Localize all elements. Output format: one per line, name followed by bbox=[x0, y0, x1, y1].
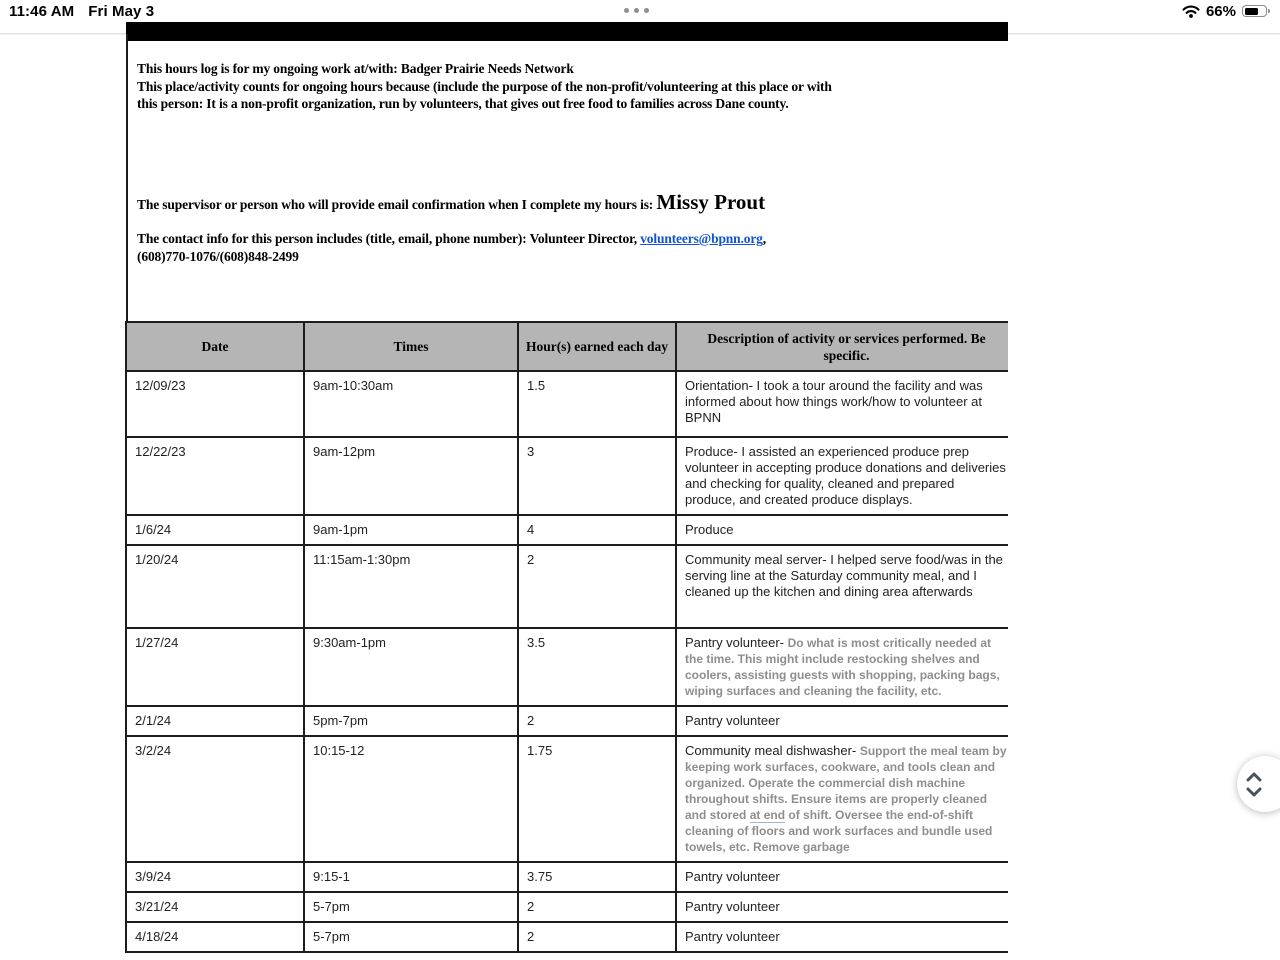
contact-label: The contact info for this person includes (title, email, phone number): Volunteer Director, bbox=[137, 231, 641, 246]
cell-date: 12/09/23 bbox=[126, 371, 304, 437]
cell-date: 3/9/24 bbox=[126, 862, 304, 892]
intro-line: This hours log is for my ongoing work at/with: Badger Prairie Needs Network bbox=[137, 61, 574, 76]
cell-date: 3/2/24 bbox=[126, 736, 304, 862]
table-row bbox=[126, 515, 1008, 545]
cell-times: 5-7pm bbox=[304, 922, 518, 952]
cell-date: 1/6/24 bbox=[126, 515, 304, 545]
hours-log-table bbox=[125, 321, 1008, 953]
dot-icon bbox=[634, 8, 639, 13]
contact-paragraph bbox=[137, 230, 1005, 265]
cell-description: Produce- I assisted an experienced produce prep volunteer in accepting produce donations and deliveries and checking for quality, cleaned and prepared produce, and created produce displays. bbox=[676, 437, 1008, 515]
cell-description: Community meal server- I helped serve food/was in the serving line at the Saturday community meal, and I cleaned up the kitchen and dining area afterwards bbox=[676, 545, 1008, 628]
contact-comma: , bbox=[762, 231, 767, 246]
header-date: Date bbox=[126, 322, 304, 371]
battery-fill bbox=[1245, 8, 1258, 15]
dot-icon bbox=[644, 8, 649, 13]
cell-times: 10:15-12 bbox=[304, 736, 518, 862]
header-hours: Hour(s) earned each day bbox=[518, 322, 676, 371]
status-right-cluster bbox=[1182, 2, 1270, 20]
cell-description: Pantry volunteer bbox=[676, 922, 1008, 952]
cell-times: 5-7pm bbox=[304, 892, 518, 922]
header-times: Times bbox=[304, 322, 518, 371]
table-row bbox=[126, 736, 1008, 862]
cell-date: 2/1/24 bbox=[126, 706, 304, 736]
cell-hours: 4 bbox=[518, 515, 676, 545]
cell-times: 9:15-1 bbox=[304, 862, 518, 892]
table-row bbox=[126, 371, 1008, 437]
cell-times: 5pm-7pm bbox=[304, 706, 518, 736]
intro-paragraph bbox=[137, 60, 1005, 113]
battery-icon bbox=[1242, 5, 1270, 17]
cell-hours: 1.75 bbox=[518, 736, 676, 862]
document-left-border bbox=[126, 34, 128, 322]
supervisor-label: The supervisor or person who will provide email confirmation when I complete my hours is: bbox=[137, 197, 657, 212]
cell-hours: 2 bbox=[518, 922, 676, 952]
cell-description: Produce bbox=[676, 515, 1008, 545]
document-top-banner bbox=[126, 22, 1008, 41]
cell-hours: 2 bbox=[518, 545, 676, 628]
contact-phone: (608)770-1076/(608)848-2499 bbox=[137, 248, 299, 264]
cell-times: 11:15am-1:30pm bbox=[304, 545, 518, 628]
status-date: Fri May 3 bbox=[88, 3, 155, 20]
battery-percent: 66% bbox=[1205, 2, 1236, 20]
cell-hours: 2 bbox=[518, 706, 676, 736]
table-row bbox=[126, 706, 1008, 736]
dot-icon bbox=[624, 8, 629, 13]
cell-date: 1/27/24 bbox=[126, 628, 304, 706]
supervisor-line bbox=[137, 190, 1005, 215]
table-row bbox=[126, 437, 1008, 515]
cell-times: 9:30am-1pm bbox=[304, 628, 518, 706]
table-row bbox=[126, 545, 1008, 628]
header-description: Description of activity or services performed. Be specific. bbox=[676, 322, 1008, 371]
multitask-dots-icon[interactable] bbox=[624, 8, 649, 13]
cell-hours: 3.75 bbox=[518, 862, 676, 892]
intro-line: This place/activity counts for ongoing hours because (include the purpose of the non-profit/volunteering at this place or with bbox=[137, 78, 832, 94]
table-header-row bbox=[126, 322, 1008, 371]
wifi-icon bbox=[1182, 5, 1200, 18]
chevron-down-icon[interactable] bbox=[1244, 786, 1264, 799]
table-row bbox=[126, 892, 1008, 922]
supervisor-name: Missy Prout bbox=[656, 190, 766, 214]
cell-description: Pantry volunteer- Do what is most critically needed at the time. This might include restocking shelves and coolers, assisting guests with shopping, packing bags, wiping surfaces and cleaning the facility, etc. bbox=[676, 628, 1008, 706]
cell-date: 4/18/24 bbox=[126, 922, 304, 952]
table-row bbox=[126, 862, 1008, 892]
cell-hours: 3.5 bbox=[518, 628, 676, 706]
table-row bbox=[126, 628, 1008, 706]
status-bar bbox=[0, 0, 1280, 22]
cell-hours: 1.5 bbox=[518, 371, 676, 437]
contact-email-link[interactable]: volunteers@bpnn.org bbox=[640, 231, 763, 246]
cell-date: 1/20/24 bbox=[126, 545, 304, 628]
cell-description: Community meal dishwasher- Support the meal team by keeping work surfaces, cookware, and tools clean and organized. Operate the commercial dish machine throughout shifts. Ensure items are properly cleaned and stored at end of shift. Oversee the end-of-shift cleaning of floors and work surfaces and bundle used towels, etc. Remove garbage bbox=[676, 736, 1008, 862]
cell-description: Pantry volunteer bbox=[676, 862, 1008, 892]
cell-date: 12/22/23 bbox=[126, 437, 304, 515]
chevron-up-icon[interactable] bbox=[1244, 770, 1264, 783]
battery-body bbox=[1242, 5, 1267, 17]
cell-date: 3/21/24 bbox=[126, 892, 304, 922]
cell-description: Pantry volunteer bbox=[676, 706, 1008, 736]
table-row bbox=[126, 922, 1008, 952]
status-time: 11:46 AM bbox=[9, 3, 75, 20]
cell-hours: 3 bbox=[518, 437, 676, 515]
cell-times: 9am-10:30am bbox=[304, 371, 518, 437]
cell-hours: 2 bbox=[518, 892, 676, 922]
status-time-date bbox=[9, 3, 154, 20]
cell-times: 9am-1pm bbox=[304, 515, 518, 545]
cell-description: Pantry volunteer bbox=[676, 892, 1008, 922]
cell-description: Orientation- I took a tour around the facility and was informed about how things work/how to volunteer at BPNN bbox=[676, 371, 1008, 437]
cell-times: 9am-12pm bbox=[304, 437, 518, 515]
intro-line: this person: It is a non-profit organization, run by volunteers, that gives out free food to families across Dane county. bbox=[137, 96, 789, 112]
scroll-widget[interactable] bbox=[1237, 756, 1280, 812]
battery-nub bbox=[1268, 9, 1270, 14]
